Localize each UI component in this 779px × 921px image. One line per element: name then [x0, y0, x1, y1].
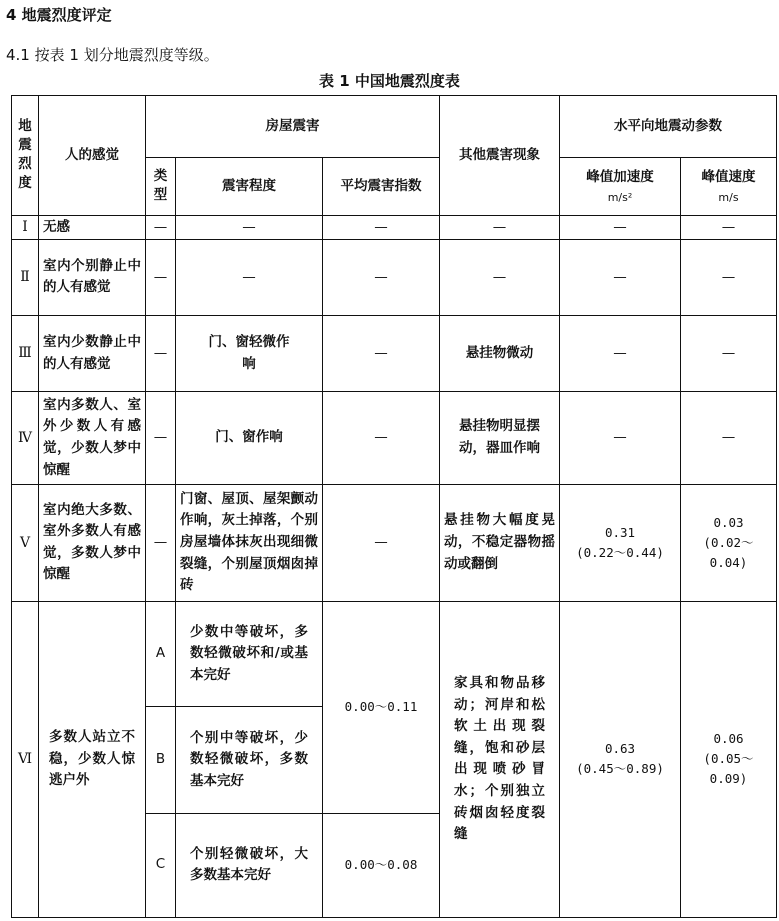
feeling-cell: 室内少数静止中的人有感觉 [39, 316, 146, 392]
damage-cell: 个别轻微破坏，大多数基本完好 [176, 813, 323, 917]
table-caption: 表 1 中国地震烈度表 [319, 72, 460, 90]
intensity-cell: Ⅲ [12, 316, 39, 392]
type-cell: — [146, 216, 176, 239]
intensity-cell: Ⅰ [12, 216, 39, 239]
vel-cell [681, 601, 777, 917]
type-cell: — [146, 392, 176, 484]
accel-value: 0.63 [604, 741, 636, 757]
accel-cell [560, 484, 681, 601]
index-cell: 0.00～0.11 [323, 601, 440, 813]
accel-cell [560, 601, 681, 917]
table-row [12, 601, 777, 706]
intensity-table [11, 95, 777, 918]
table-row [12, 216, 777, 239]
accel-cell: — [560, 216, 681, 239]
intensity-cell: Ⅱ [12, 239, 39, 315]
header-peak-vel: 峰值速度 m/s [681, 158, 777, 216]
index-cell: — [323, 392, 440, 484]
header-other-phenomena: 其他震害现象 [440, 96, 560, 216]
intensity-cell: Ⅵ [12, 601, 39, 917]
feeling-cell: 室内多数人、室外少数人有感觉，少数人梦中惊醒 [39, 392, 146, 484]
vel-cell: — [681, 216, 777, 239]
vel-range: (0.05～0.09) [703, 751, 754, 787]
other-cell: — [440, 216, 560, 239]
intensity-cell: Ⅴ [12, 484, 39, 601]
feeling-cell: 无感 [39, 216, 146, 239]
vel-cell [681, 484, 777, 601]
vel-value: 0.03 [713, 514, 744, 530]
damage-cell: 门、窗轻微作响 [176, 316, 323, 392]
table-row [12, 239, 777, 315]
table-row [12, 392, 777, 484]
header-damage-degree: 震害程度 [176, 158, 323, 216]
header-row [12, 96, 777, 158]
table-row [12, 316, 777, 392]
index-cell: — [323, 484, 440, 601]
index-cell: — [323, 239, 440, 315]
other-cell: 悬挂物大幅度晃动，不稳定器物摇动或翻倒 [440, 484, 560, 601]
other-cell: 家具和物品移动；河岸和松软土出现裂缝，饱和砂层出现喷砂冒水；个别独立砖烟囱轻度裂缝 [440, 601, 560, 917]
type-cell: A [146, 601, 176, 706]
type-cell: — [146, 316, 176, 392]
feeling-cell: 室内个别静止中的人有感觉 [39, 239, 146, 315]
damage-cell: — [176, 216, 323, 239]
accel-value: 0.31 [604, 524, 636, 540]
feeling-cell: 多数人站立不稳，少数人惊逃户外 [39, 601, 146, 917]
intensity-cell: Ⅳ [12, 392, 39, 484]
header-avg-damage-index: 平均震害指数 [323, 158, 440, 216]
damage-cell: 少数中等破坏，多数轻微破坏和/或基本完好 [176, 601, 323, 706]
vel-value: 0.06 [713, 731, 744, 747]
header-feeling: 人的感觉 [39, 96, 146, 216]
type-cell: C [146, 813, 176, 917]
other-cell: 悬挂物微动 [440, 316, 560, 392]
section-title: 4 地震烈度评定 [6, 6, 112, 24]
index-cell: — [323, 316, 440, 392]
header-peak-accel: 峰值加速度 m/s² [560, 158, 681, 216]
damage-cell: 门窗、屋顶、屋架颤动作响，灰土掉落，个别房屋墙体抹灰出现细微裂缝，个别屋顶烟囱掉砖 [176, 484, 323, 601]
accel-cell: — [560, 239, 681, 315]
header-intensity: 地震烈度 [12, 96, 39, 216]
clause-text: 4.1 按表 1 划分地震烈度等级。 [6, 46, 219, 64]
vel-cell: — [681, 316, 777, 392]
type-cell: — [146, 239, 176, 315]
other-cell: 悬挂物明显摆动，器皿作响 [440, 392, 560, 484]
accel-cell: — [560, 316, 681, 392]
damage-cell: — [176, 239, 323, 315]
accel-range: (0.22～0.44) [576, 544, 664, 560]
type-cell: B [146, 707, 176, 813]
header-ground-motion: 水平向地震动参数 [560, 96, 777, 158]
damage-cell: 门、窗作响 [176, 392, 323, 484]
feeling-cell: 室内绝大多数、室外多数人有感觉，多数人梦中惊醒 [39, 484, 146, 601]
table-row [12, 484, 777, 601]
vel-cell: — [681, 392, 777, 484]
index-cell: 0.00～0.08 [323, 813, 440, 917]
type-cell: — [146, 484, 176, 601]
index-cell: — [323, 216, 440, 239]
damage-cell: 个别中等破坏，少数轻微破坏，多数基本完好 [176, 707, 323, 813]
vel-cell: — [681, 239, 777, 315]
header-house-damage: 房屋震害 [146, 96, 440, 158]
accel-range: (0.45～0.89) [576, 761, 664, 777]
other-cell: — [440, 239, 560, 315]
vel-range: (0.02～0.04) [703, 534, 754, 570]
accel-cell: — [560, 392, 681, 484]
header-type: 类型 [146, 158, 176, 216]
